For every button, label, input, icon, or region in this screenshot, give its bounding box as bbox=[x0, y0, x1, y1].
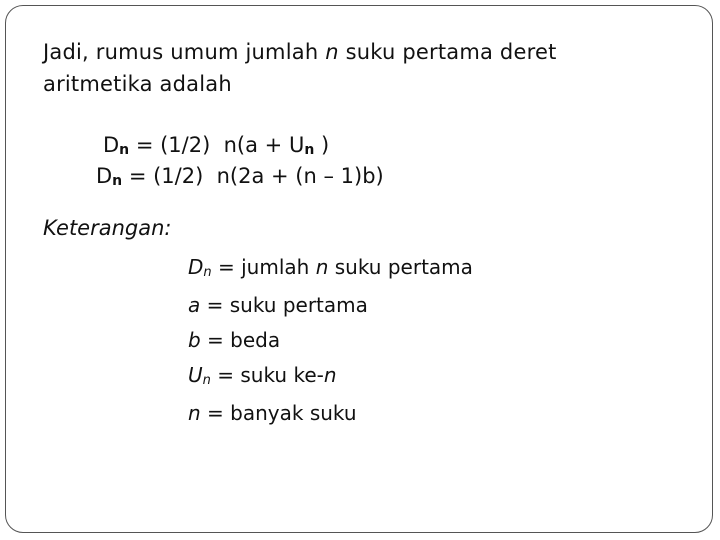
definition-list bbox=[188, 250, 473, 431]
definition-variable: n bbox=[323, 363, 337, 387]
formula-subscript: n bbox=[304, 142, 315, 158]
definition-symbol: a bbox=[188, 293, 201, 317]
formula-subscript: n bbox=[119, 142, 130, 158]
definition-item-a bbox=[188, 288, 473, 323]
definition-text: = suku ke- bbox=[210, 363, 324, 387]
formula-1 bbox=[103, 131, 329, 162]
definition-variable: n bbox=[315, 255, 329, 279]
definition-text: = suku pertama bbox=[200, 293, 368, 317]
definition-item-b bbox=[188, 323, 473, 358]
formula-expression: = (1/2) n(2a + (n – 1)b) bbox=[122, 164, 384, 188]
formula-symbol: D bbox=[96, 164, 113, 188]
formula-symbol: D bbox=[103, 133, 120, 157]
intro-variable-n: n bbox=[325, 40, 339, 64]
definition-text: = beda bbox=[200, 328, 281, 352]
keterangan-heading: Keterangan: bbox=[43, 216, 172, 240]
formula-2 bbox=[96, 162, 384, 193]
intro-text-part: Jadi, rumus umum jumlah bbox=[43, 40, 326, 64]
definition-symbol: D bbox=[188, 255, 204, 279]
formula-expression: ) bbox=[314, 133, 330, 157]
formula-subscript: n bbox=[112, 173, 123, 189]
intro-text-part: suku pertama deret bbox=[338, 40, 557, 64]
definition-symbol: U bbox=[188, 363, 203, 387]
definition-symbol: b bbox=[188, 328, 201, 352]
definition-item-un bbox=[188, 358, 473, 396]
definition-subscript: n bbox=[202, 373, 211, 388]
definition-subscript: n bbox=[203, 265, 212, 280]
definition-text: suku pertama bbox=[328, 255, 473, 279]
definition-text: = jumlah bbox=[211, 255, 316, 279]
intro-text bbox=[43, 36, 557, 100]
definition-item-dn bbox=[188, 250, 473, 288]
intro-line-1 bbox=[43, 36, 557, 68]
intro-line-2: aritmetika adalah bbox=[43, 72, 232, 96]
definition-text: = banyak suku bbox=[200, 401, 357, 425]
definition-item-n bbox=[188, 396, 473, 431]
definition-symbol: n bbox=[188, 401, 201, 425]
formula-expression: = (1/2) n(a + U bbox=[129, 133, 305, 157]
